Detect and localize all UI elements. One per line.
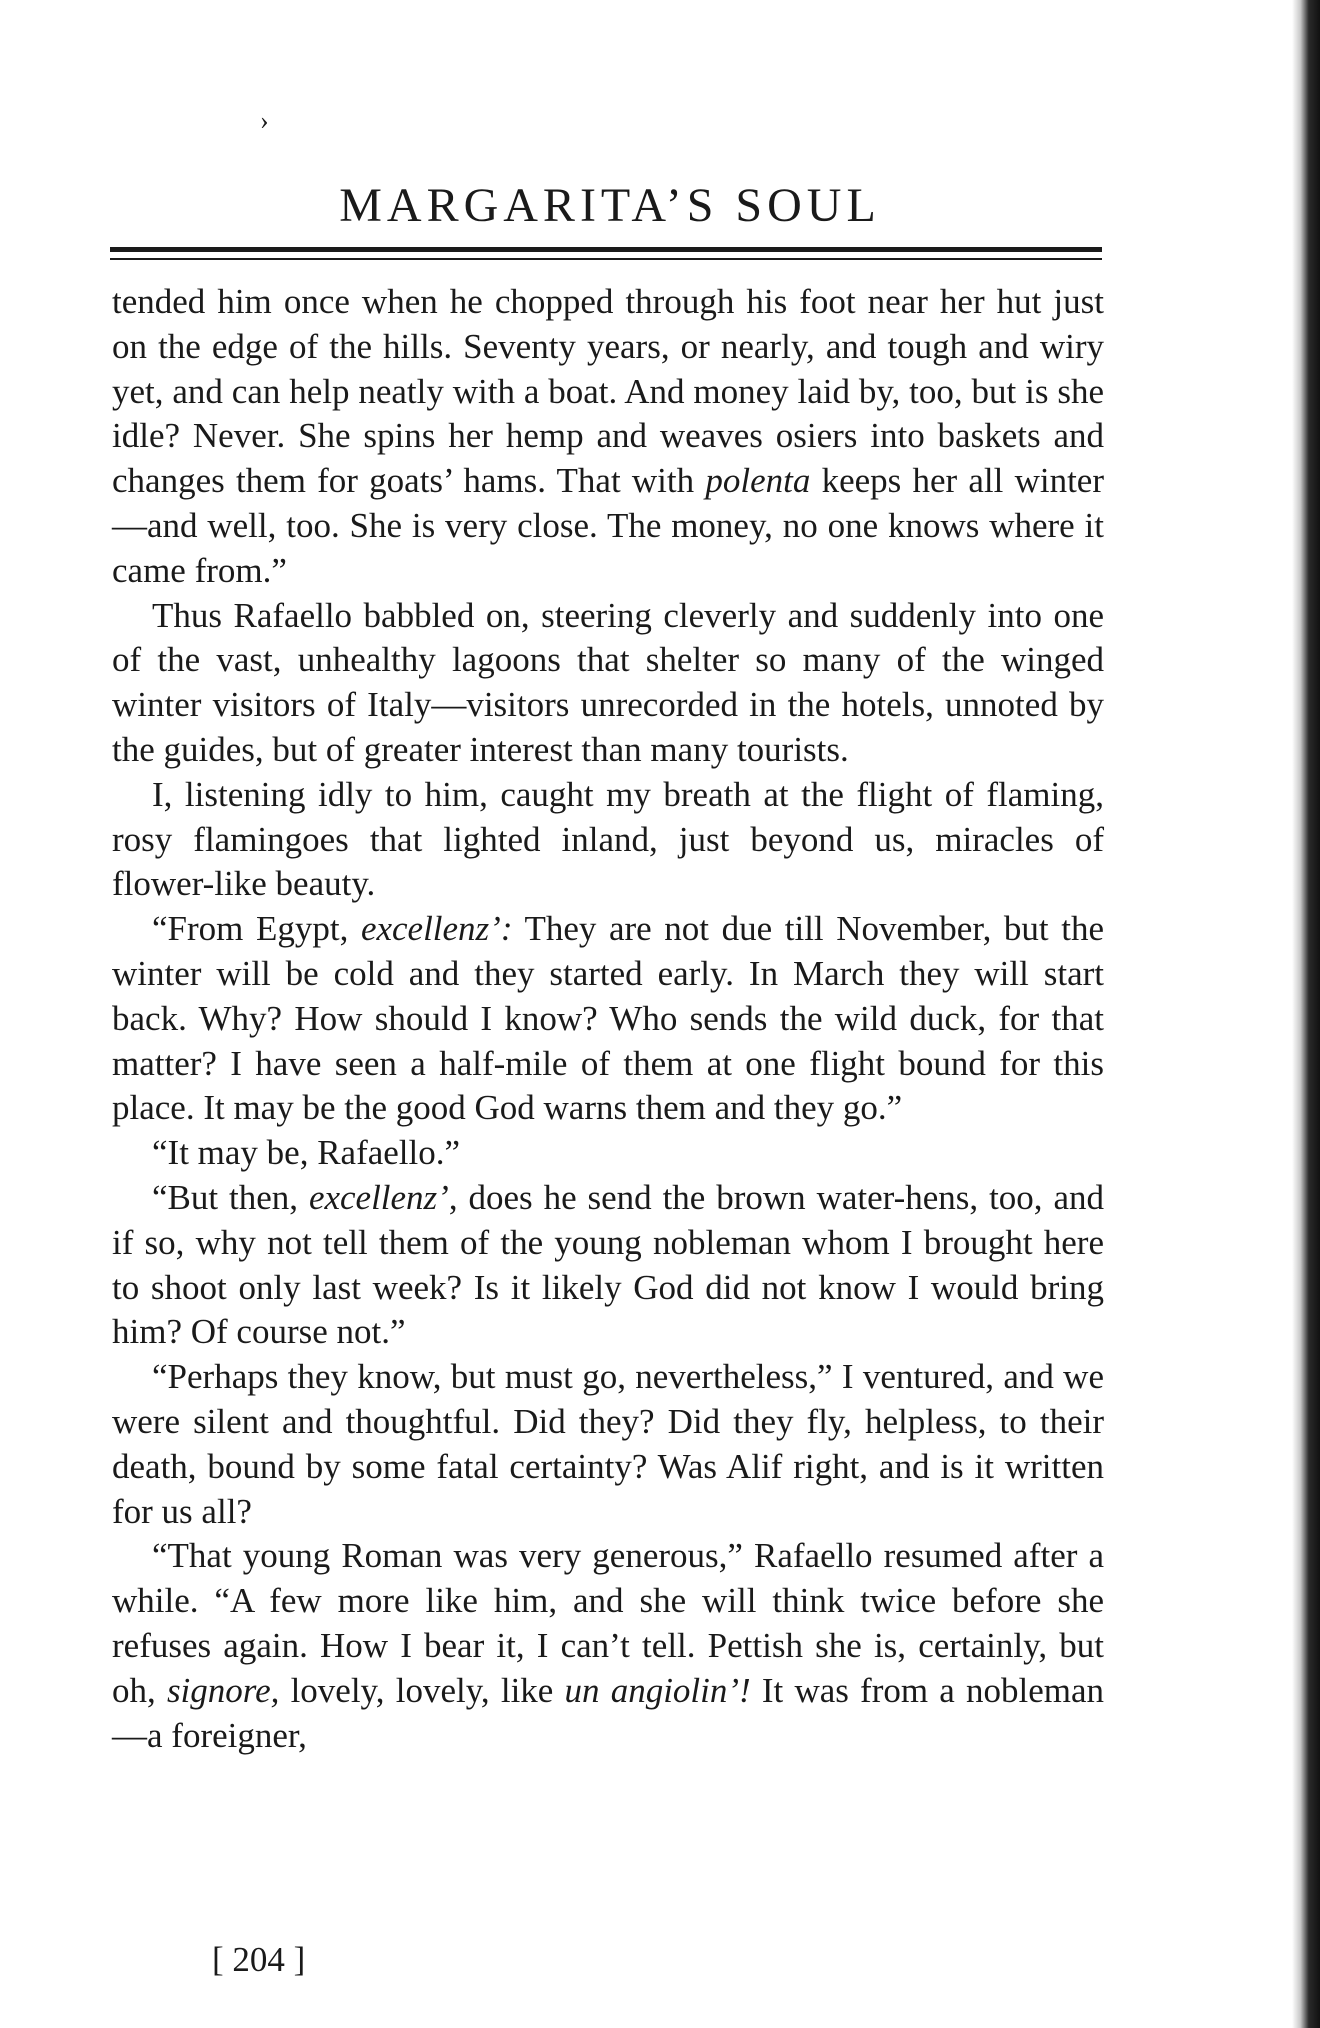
page-edge-shadow [1292,0,1320,2028]
text-run: keeps her all winter—and well, too. She is very close. The money, no one knows where it came from.” [112,461,1104,590]
text-run: “Perhaps they know, but must go, nevertheless,” I ventured, and we were silent and thoughtful. Did they? Did they fly, helpless, to their death, bound by some fatal certainty? Was Alif right, and is it written for us all? [112,1357,1104,1531]
text-run: “It may be, Rafaello.” [152,1133,461,1173]
header-rule-thin [110,258,1102,260]
text-run: lovely, lovely, like [279,1670,565,1710]
paragraph [112,1534,1104,1758]
paragraph [112,1131,1104,1176]
page-number: [ 204 ] [212,1940,306,1979]
text-run: I, listening idly to him, caught my breath at the flight of flaming, rosy flamingoes that lighted inland, just beyond us, miracles of flower-like beauty. [112,774,1104,904]
italic-text: un angiolin’! [564,1670,751,1710]
running-head: MARGARITA’S SOUL [339,179,881,232]
paragraph [112,1355,1104,1534]
paragraph [112,907,1104,1131]
paragraph [112,594,1104,773]
text-run: “But then, [152,1177,309,1217]
italic-text: polenta [705,461,811,501]
text-run: “From Egypt, [152,909,361,949]
text-run: Thus Rafaello babbled on, steering cleverly and suddenly into one of the vast, unhealthy lagoons that shelter so many of the winged winter visitors of Italy—visitors unrecorded in the hotels, unnoted by the guides, but of greater interest than many tourists. [112,595,1104,769]
text-run: It was from a nobleman—a foreigner, [112,1670,1105,1755]
body-text [112,280,1104,1758]
printer-mark: › [260,106,269,135]
paragraph [112,773,1104,907]
text-run: tended him once when he chopped through his foot near her hut just on the edge of the hills. Seventy years, or nearly, and tough and wiry yet, and can help neatly with a boat. And money laid by, too, but is she idle? Never. She spins her hemp and weaves osiers into baskets and changes them for goats’ hams. That with [112,282,1104,501]
header-rule-thick [110,247,1102,252]
italic-text: excellenz’: [360,909,513,949]
text-run: They are not due till November, but the winter will be cold and they started early. In March they will start back. Why? How should I know? Who sends the wild duck, for that matter? I have seen a half-mile of them at one flight bound for this place. It may be the good God warns them and they go.” [112,909,1105,1128]
text-run: , does he send the brown water-hens, too, and if so, why not tell them of the young nobleman whom I brought here to shoot only last week? Is it likely God did not know I would bring him? Of course not.” [112,1177,1104,1352]
italic-text: signore, [166,1670,280,1710]
paragraph [112,1176,1104,1355]
text-run: “That young Roman was very generous,” Rafaello resumed after a while. “A few more like him, and she will think twice before she refuses again. How I bear it, I can’t tell. Pettish she is, certainly, but oh, [112,1536,1104,1710]
paragraph [112,280,1104,594]
italic-text: excellenz’ [308,1177,449,1217]
